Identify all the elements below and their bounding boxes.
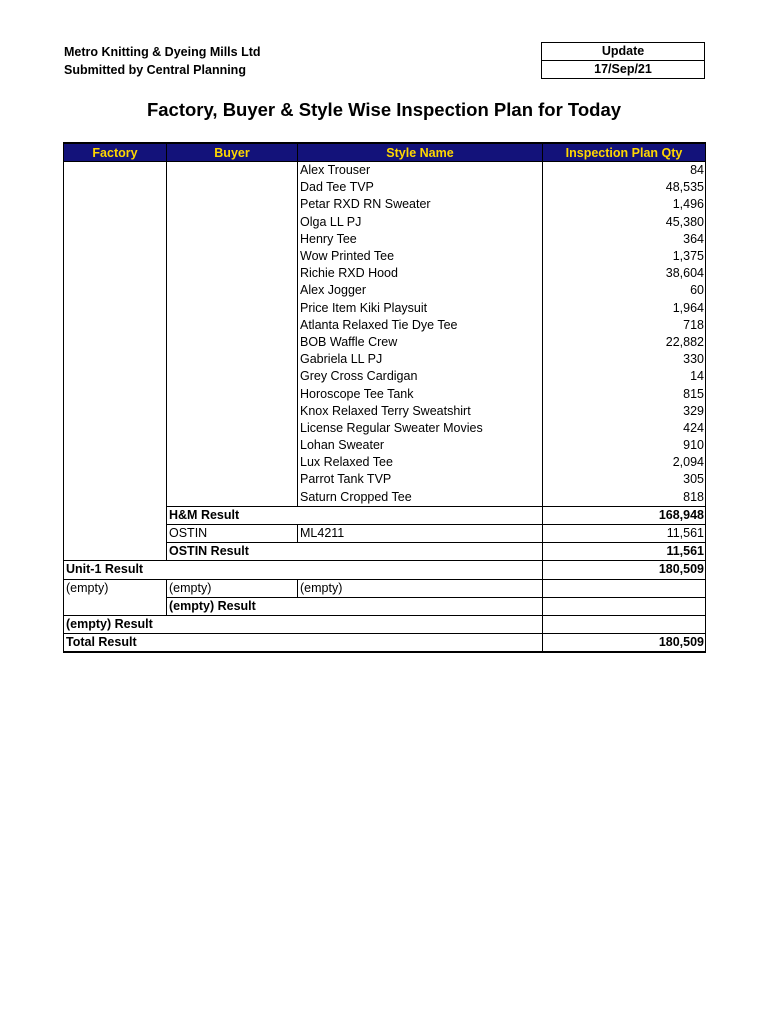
inspection-qty	[543, 579, 706, 597]
style-name: Wow Printed Tee	[298, 248, 543, 265]
style-name: Parrot Tank TVP	[298, 471, 543, 488]
inspection-qty: 11,561	[543, 524, 706, 542]
style-name: Lohan Sweater	[298, 437, 543, 454]
inspection-qty: 330	[543, 351, 706, 368]
inspection-qty: 424	[543, 420, 706, 437]
style-name: (empty)	[298, 579, 543, 597]
inspection-qty: 14	[543, 368, 706, 385]
result-label: (empty) Result	[167, 597, 543, 615]
result-qty	[543, 615, 706, 633]
style-name: Alex Trouser	[298, 162, 543, 180]
header-block	[64, 43, 261, 79]
company-name: Metro Knitting & Dyeing Mills Ltd	[64, 45, 261, 59]
update-date: 17/Sep/21	[542, 60, 704, 78]
column-header-style-name: Style Name	[298, 143, 543, 162]
update-box	[541, 42, 705, 79]
style-name: Lux Relaxed Tee	[298, 454, 543, 471]
style-name: Petar RXD RN Sweater	[298, 196, 543, 213]
style-name: Henry Tee	[298, 231, 543, 248]
table-body	[64, 162, 706, 653]
total-result-label: Total Result	[64, 634, 543, 653]
style-name: Horoscope Tee Tank	[298, 385, 543, 402]
style-name: Dad Tee TVP	[298, 179, 543, 196]
style-name: Richie RXD Hood	[298, 265, 543, 282]
inspection-qty: 718	[543, 317, 706, 334]
style-name: Alex Jogger	[298, 282, 543, 299]
inspection-qty: 1,375	[543, 248, 706, 265]
inspection-qty: 1,964	[543, 300, 706, 317]
column-header-factory: Factory	[64, 143, 167, 162]
inspection-qty: 305	[543, 471, 706, 488]
page-title: Factory, Buyer & Style Wise Inspection Plan for Today	[146, 99, 622, 120]
inspection-plan-table	[63, 142, 706, 653]
table-row-empty	[64, 579, 706, 597]
buyer-name: (empty)	[167, 579, 298, 597]
style-name: Knox Relaxed Terry Sweatshirt	[298, 403, 543, 420]
inspection-qty: 84	[543, 162, 706, 180]
inspection-qty: 60	[543, 282, 706, 299]
factory-cell-unit-1	[64, 162, 167, 561]
inspection-qty: 2,094	[543, 454, 706, 471]
inspection-qty: 910	[543, 437, 706, 454]
result-label: Unit-1 Result	[64, 561, 543, 579]
style-name: Gabriela LL PJ	[298, 351, 543, 368]
style-name: BOB Waffle Crew	[298, 334, 543, 351]
factory-name: (empty)	[64, 579, 167, 615]
result-qty: 168,948	[543, 506, 706, 524]
total-result-row	[64, 634, 706, 653]
result-label: H&M Result	[167, 506, 543, 524]
total-result-qty: 180,509	[543, 634, 706, 653]
inspection-qty: 329	[543, 403, 706, 420]
table-row	[64, 162, 706, 180]
style-name: Olga LL PJ	[298, 214, 543, 231]
submitted-by: Submitted by Central Planning	[64, 63, 246, 77]
inspection-qty: 815	[543, 385, 706, 402]
inspection-qty: 48,535	[543, 179, 706, 196]
column-header-qty: Inspection Plan Qty	[543, 143, 706, 162]
style-name: Price Item Kiki Playsuit	[298, 300, 543, 317]
inspection-qty: 22,882	[543, 334, 706, 351]
style-name: ML4211	[298, 524, 543, 542]
inspection-qty: 818	[543, 489, 706, 507]
style-name: Grey Cross Cardigan	[298, 368, 543, 385]
buyer-cell-hm	[167, 162, 298, 507]
inspection-qty: 45,380	[543, 214, 706, 231]
factory-result-row-empty	[64, 615, 706, 633]
buyer-name: OSTIN	[167, 524, 298, 542]
result-qty: 11,561	[543, 543, 706, 561]
style-name: Saturn Cropped Tee	[298, 489, 543, 507]
inspection-qty: 1,496	[543, 196, 706, 213]
table-header-row	[64, 143, 706, 162]
inspection-qty: 38,604	[543, 265, 706, 282]
result-label: (empty) Result	[64, 615, 543, 633]
factory-result-row-unit-1	[64, 561, 706, 579]
column-header-buyer: Buyer	[167, 143, 298, 162]
style-name: License Regular Sweater Movies	[298, 420, 543, 437]
result-qty: 180,509	[543, 561, 706, 579]
inspection-qty: 364	[543, 231, 706, 248]
result-qty	[543, 597, 706, 615]
update-label: Update	[601, 44, 645, 58]
style-name: Atlanta Relaxed Tie Dye Tee	[298, 317, 543, 334]
result-label: OSTIN Result	[167, 543, 543, 561]
